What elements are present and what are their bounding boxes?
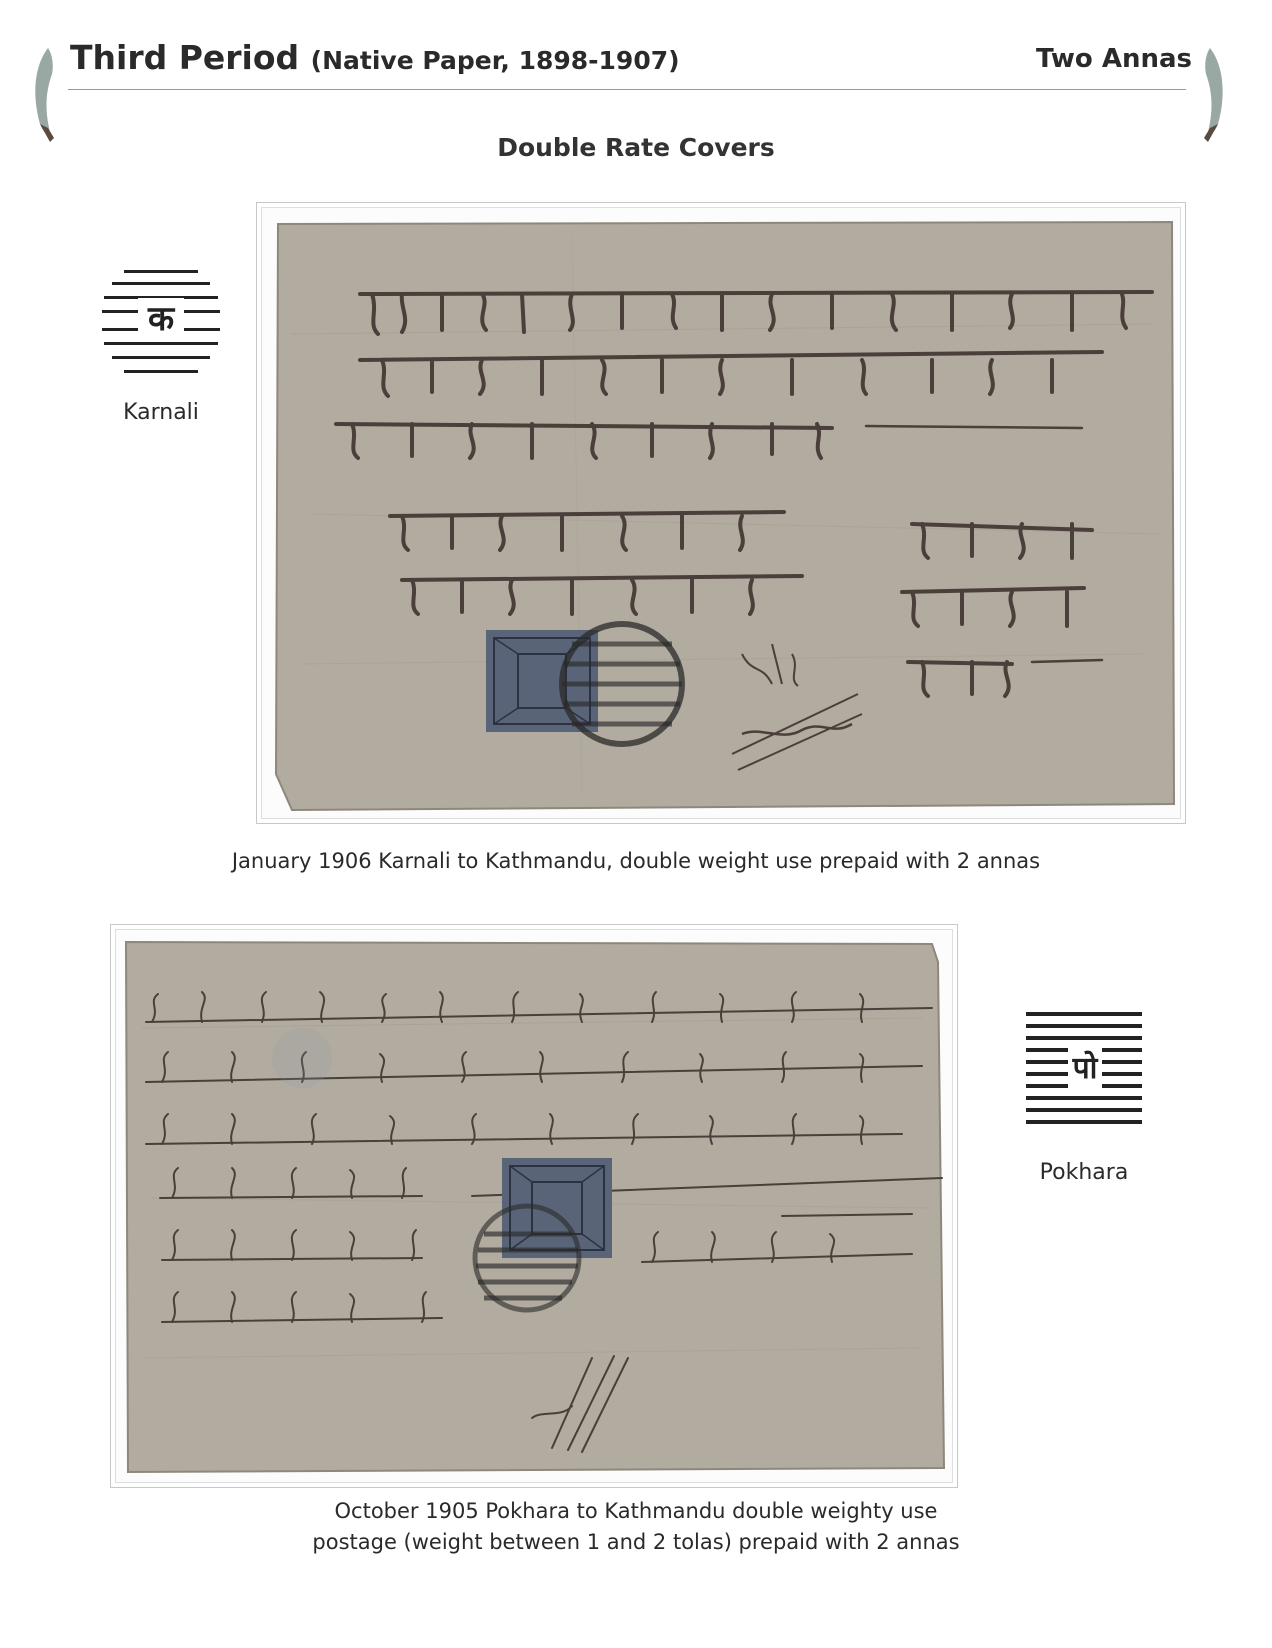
- cover-2-caption-line-1: October 1905 Pokhara to Kathmandu double weighty use: [334, 1499, 938, 1523]
- kukri-left-icon: [30, 46, 60, 146]
- page-value-label: Two Annas: [1036, 44, 1192, 74]
- karnali-label: Karnali: [123, 400, 199, 425]
- page-title-main: Third Period: [70, 38, 300, 77]
- cover-1-caption: January 1906 Karnali to Kathmandu, double weight use prepaid with 2 annas: [231, 849, 1041, 873]
- section-title: Double Rate Covers: [497, 133, 775, 162]
- cover-1-image: [272, 214, 1176, 814]
- pokhara-cancel-icon: [1026, 1012, 1142, 1128]
- cover-2-caption-line-2: postage (weight between 1 and 2 tolas) prepaid with 2 annas: [312, 1530, 960, 1554]
- pokhara-label: Pokhara: [1039, 1160, 1129, 1185]
- header-divider: [68, 89, 1186, 90]
- page-title: [70, 38, 680, 77]
- pokhara-cancel-glyph: पो: [1072, 1051, 1098, 1086]
- karnali-cancel-icon: [100, 268, 222, 380]
- cover-2-image: [122, 938, 946, 1476]
- karnali-cancel-glyph: क: [147, 299, 175, 339]
- kukri-right-icon: [1198, 46, 1228, 146]
- page-title-subtitle: (Native Paper, 1898-1907): [310, 46, 680, 75]
- cover-2-caption: [0, 1496, 1272, 1558]
